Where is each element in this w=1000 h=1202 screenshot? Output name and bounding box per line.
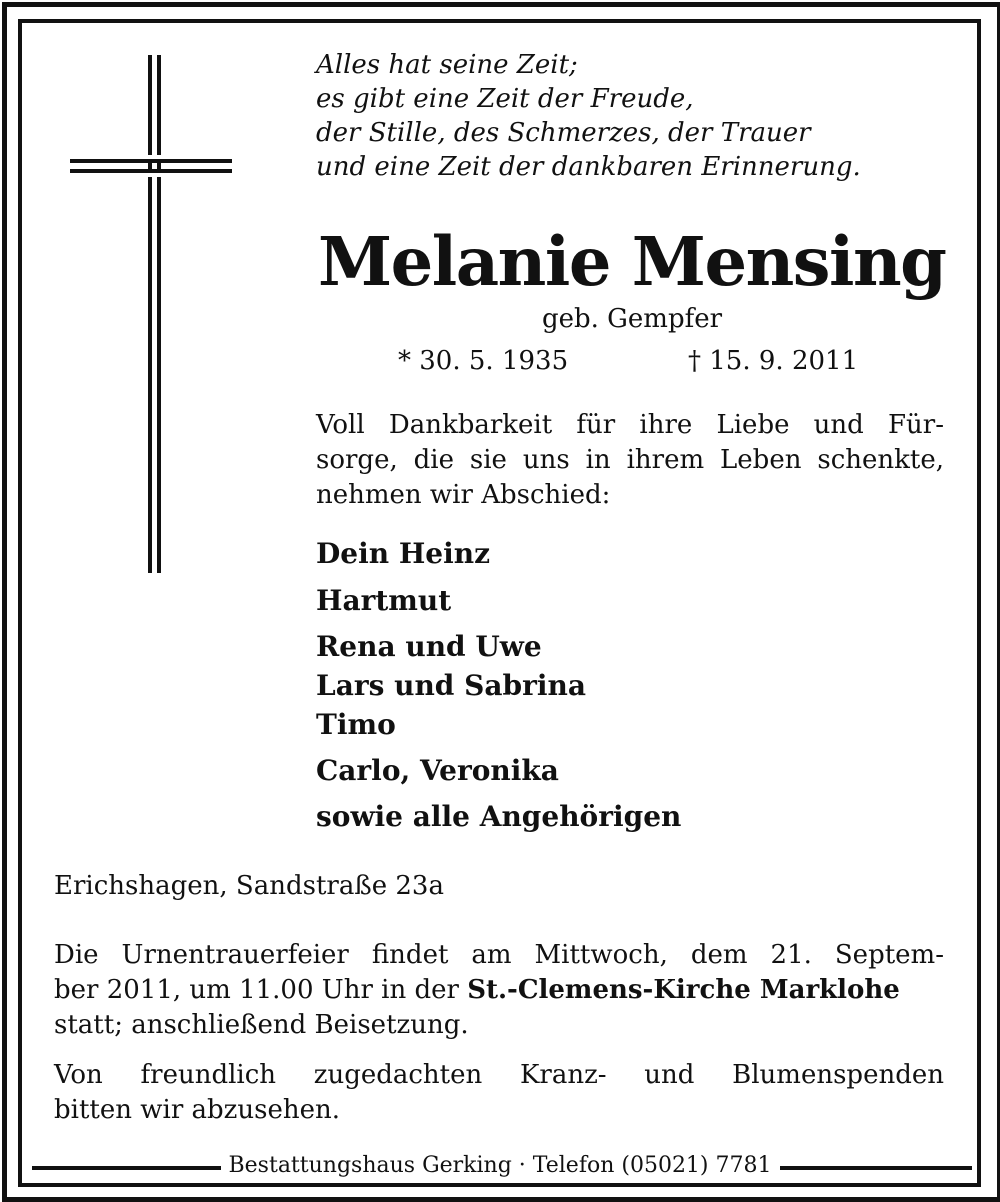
service-notice xyxy=(54,938,944,1043)
mourner-name: sowie alle Angehörigen xyxy=(316,800,682,833)
service-line xyxy=(54,973,944,1008)
poem-line: der Stille, des Schmerzes, der Trauer xyxy=(316,118,811,148)
death-date: † 15. 9. 2011 xyxy=(688,346,859,376)
mourner-name: Hartmut xyxy=(316,584,452,617)
farewell-line: nehmen wir Abschied: xyxy=(316,480,611,510)
mourner-name: Carlo, Veronika xyxy=(316,754,559,787)
deceased-name: Melanie Mensing xyxy=(318,222,946,301)
footer xyxy=(0,1150,1000,1182)
birth-name: geb. Gempfer xyxy=(541,304,723,334)
mourner-name: Dein Heinz xyxy=(316,537,491,570)
mourner-name: Lars und Sabrina xyxy=(316,669,586,702)
service-line: statt; anschließend Beisetzung. xyxy=(54,1010,469,1040)
poem xyxy=(316,48,956,184)
poem-line: und eine Zeit der dankbaren Erinnerung. xyxy=(316,152,861,182)
farewell-line: sorge, die sie uns in ihrem Leben schenkte, xyxy=(316,445,944,475)
farewell-line: Voll Dankbarkeit für ihre Liebe und Für- xyxy=(316,410,944,440)
note-line: Von freundlich zugedachten Kranz- und Blumenspenden xyxy=(54,1060,944,1090)
mourner-name: Timo xyxy=(316,708,396,741)
birth-date: * 30. 5. 1935 xyxy=(398,346,569,376)
service-line: Die Urnentrauerfeier findet am Mittwoch, dem 21. Septem- xyxy=(54,940,944,970)
mourner-name: Rena und Uwe xyxy=(316,630,542,663)
church-name: St.-Clemens-Kirche Marklohe xyxy=(467,975,900,1005)
poem-line: Alles hat seine Zeit; xyxy=(316,50,578,80)
flower-note xyxy=(54,1058,944,1128)
funeral-home-contact: Bestattungshaus Gerking · Telefon (05021) 7781 xyxy=(221,1150,780,1182)
latin-cross-icon xyxy=(70,55,232,573)
farewell-text xyxy=(316,408,944,513)
family-address: Erichshagen, Sandstraße 23a xyxy=(54,871,444,901)
poem-line: es gibt eine Zeit der Freude, xyxy=(316,84,694,114)
note-line: bitten wir abzusehen. xyxy=(54,1095,340,1125)
service-line-text: ber 2011, um 11.00 Uhr in der xyxy=(54,975,468,1005)
